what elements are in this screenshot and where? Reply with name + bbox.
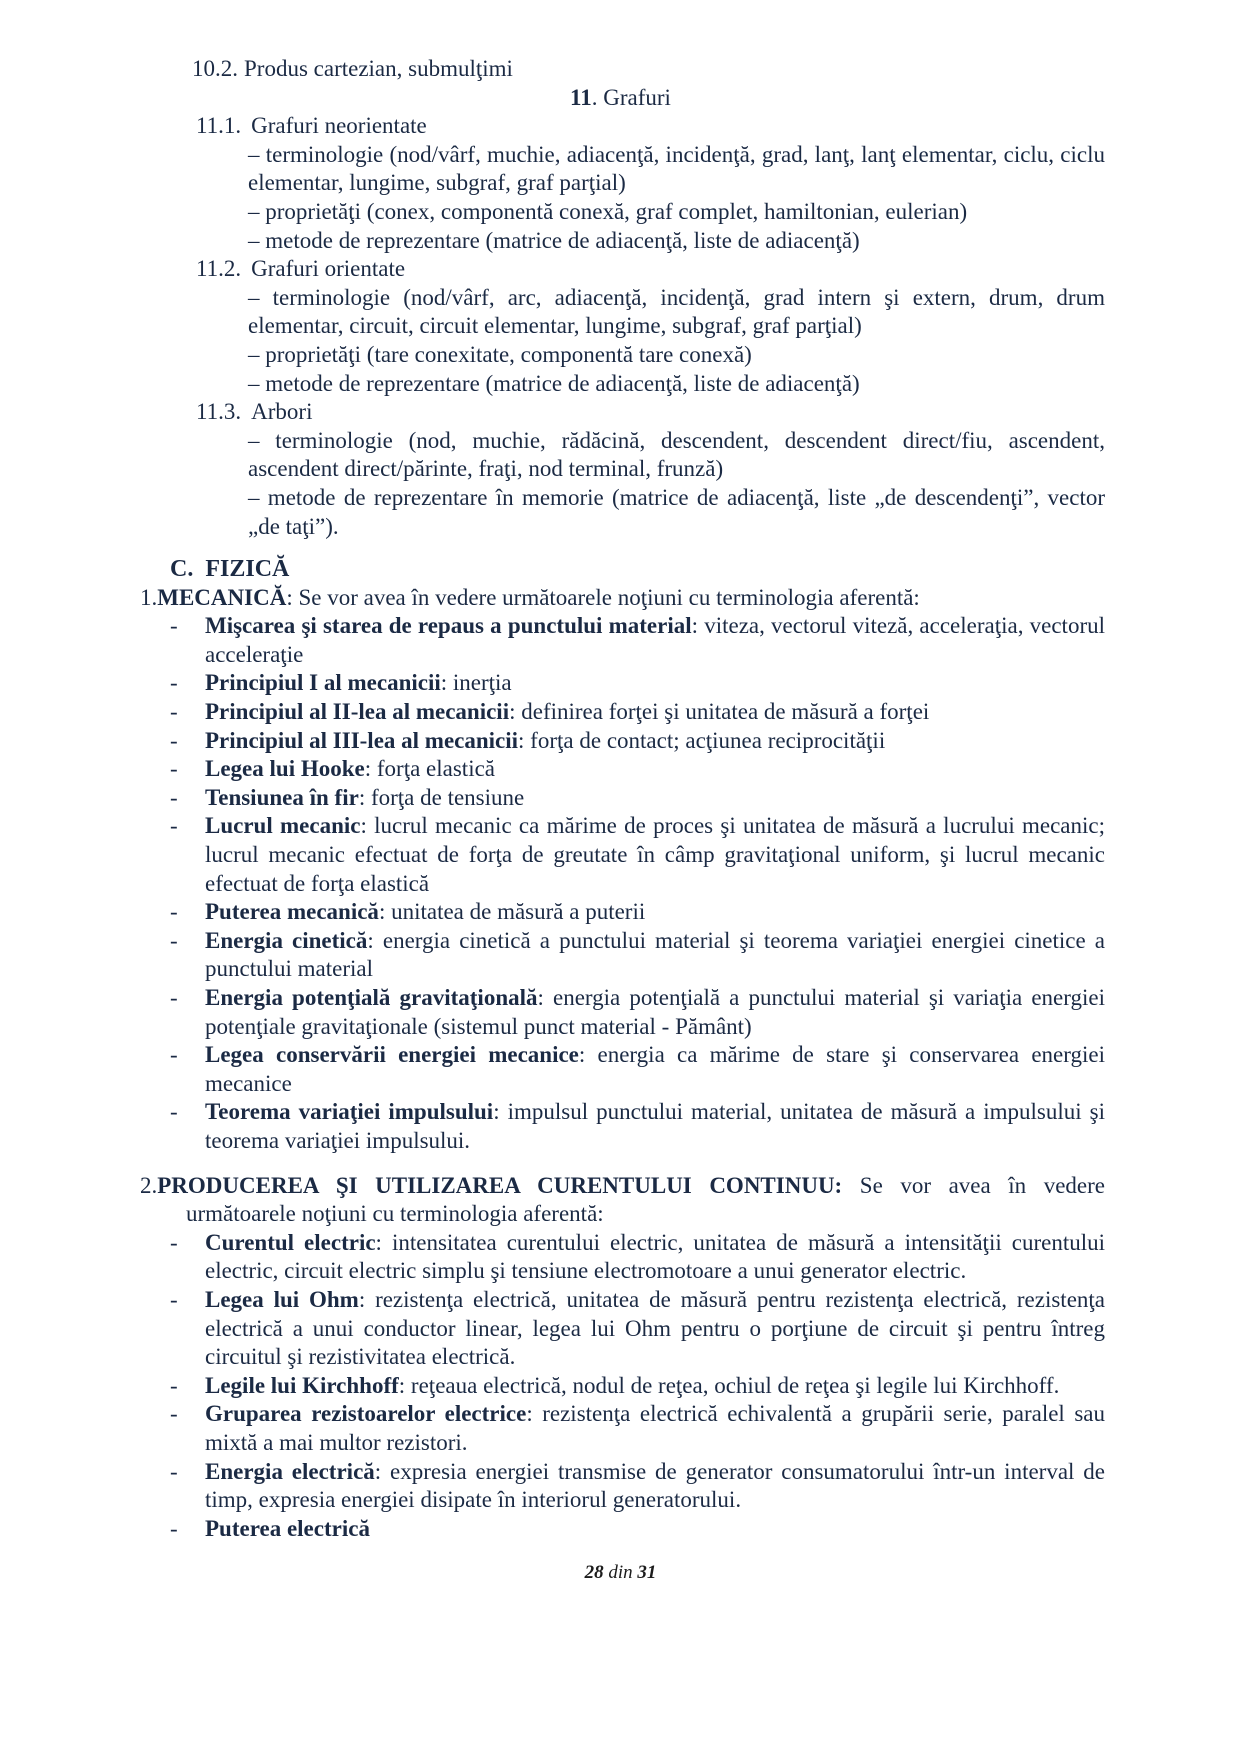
- subsection-title: [136, 255, 1105, 284]
- item-term: Puterea electrică: [205, 1515, 370, 1541]
- item-description: : unitatea de măsură a puterii: [378, 899, 646, 925]
- topic-item: [136, 784, 1105, 813]
- subsection-title: [136, 112, 1105, 141]
- topic-item: [136, 727, 1105, 756]
- bullet-item: – terminologie (nod/vârf, muchie, adiacenţă, incidenţă, grad, lanţ, lanţ elementar, ciclu, ciclu elementar, lungime, subgraf, graf parţial): [248, 141, 1105, 196]
- topic-curent-continuu: [136, 1172, 1105, 1544]
- topic-item: [136, 812, 1105, 898]
- item-description: : definirea forţei şi unitatea de măsură a forţei: [509, 699, 930, 725]
- item-dash: -: [170, 813, 178, 839]
- item-description: : expresia energiei transmise de generator consumatorului într-un interval de timp, expresia energiei disipate în interiorul generatorului.: [205, 1458, 1105, 1513]
- item-dash: -: [170, 670, 178, 696]
- item-description: : energia cinetică a punctului material şi teorema variaţiei energiei cinetice a punctului material: [205, 927, 1106, 982]
- item-description: : intensitatea curentului electric, unitatea de măsură a intensităţii curentului electric, circuit electric simplu şi tensiune electromotoare a unui generator electric.: [205, 1229, 1105, 1284]
- item-number: 10.2.: [192, 56, 238, 81]
- item-dash: -: [170, 613, 178, 639]
- subsection-11-1: [136, 112, 1105, 255]
- item-text: Produs cartezian, submulţimi: [244, 56, 513, 81]
- physics-heading-title: FIZICĂ: [205, 556, 290, 583]
- item-dash: -: [170, 1286, 178, 1312]
- item-description: : inerţia: [440, 670, 512, 696]
- topic-number: 1.: [140, 584, 158, 610]
- topic-item: [136, 1229, 1105, 1286]
- item-dash: -: [170, 699, 178, 725]
- item-dash: -: [170, 784, 178, 810]
- bullet-item: – terminologie (nod, muchie, rădăcină, descendent, descendent direct/fiu, ascendent, ascendent direct/părinte, fraţi, nod terminal, frunză): [248, 427, 1105, 482]
- item-description: : impulsul punctului material, unitatea de măsură a impulsului şi teorema variaţiei impulsului.: [205, 1099, 1106, 1153]
- item-dash: -: [170, 1042, 178, 1068]
- topic-intro: : Se vor avea în vedere următoarele noţiuni cu terminologia aferentă:: [286, 584, 920, 610]
- item-term: Principiul I al mecanicii: [205, 670, 441, 696]
- item-dash: -: [170, 1515, 178, 1541]
- topic-intro: Se vor avea în vedere următoarele noţiuni cu terminologia aferentă:: [186, 1172, 1105, 1227]
- subsection-number: 11.1.: [196, 113, 242, 139]
- item-term: Curentul electric: [205, 1229, 376, 1255]
- item-term: Puterea mecanică: [205, 899, 379, 925]
- item-term: Principiul al II-lea al mecanicii: [205, 699, 510, 725]
- item-term: Principiul al III-lea al mecanicii: [205, 727, 519, 753]
- subsection-number: 11.2.: [196, 256, 242, 282]
- heading-11-grafuri: [136, 84, 1105, 113]
- item-dash: -: [170, 927, 178, 953]
- topic-title: PRODUCEREA ŞI UTILIZAREA CURENTULUI CONTINUU:: [157, 1172, 843, 1198]
- item-dash: -: [170, 1229, 178, 1255]
- item-term: Legile lui Kirchhoff: [205, 1372, 399, 1398]
- topic-item: [136, 612, 1105, 669]
- item-dash: -: [170, 1099, 178, 1125]
- item-description: : forţa de contact; acţiunea reciprocităţii: [518, 727, 886, 753]
- bullet-item: – metode de reprezentare (matrice de adiacenţă, liste de adiacenţă): [248, 370, 860, 396]
- topic-item: [136, 1041, 1105, 1098]
- item-term: Legea lui Hooke: [205, 756, 365, 782]
- item-description: : lucrul mecanic ca mărime de proces şi unitatea de măsură a lucrului mecanic; lucrul mecanic efectuat de forţa de greutate în câmp gravitaţional uniform, şi lucrul mecanic efectuat de forţa elastică: [205, 813, 1105, 896]
- physics-heading-letter: C.: [170, 556, 194, 583]
- topic-item: [136, 1286, 1105, 1372]
- subsection-11-2: [136, 255, 1105, 398]
- page-footer: [136, 1559, 1105, 1588]
- item-dash: -: [170, 1458, 178, 1484]
- topic-item: [136, 984, 1105, 1041]
- subsection-title: [136, 398, 1105, 427]
- item-dash: -: [170, 727, 178, 753]
- item-description: : rezistenţa electrică echivalentă a grupării serie, paralel sau mixtă a mai multor rezistori.: [205, 1401, 1105, 1455]
- heading-text: . Grafuri: [591, 84, 671, 110]
- item-term: Tensiunea în fir: [205, 784, 359, 810]
- footer-separator: din: [603, 1562, 638, 1584]
- item-dash: -: [170, 1401, 178, 1427]
- section-informatics: [136, 55, 1105, 541]
- item-description: : reţeaua electrică, nodul de reţea, ochiul de reţea şi legile lui Kirchhoff.: [398, 1372, 1060, 1398]
- item-term: Energia electrică: [205, 1458, 375, 1484]
- topic-item: [136, 669, 1105, 698]
- item-dash: -: [170, 899, 178, 925]
- item-dash: -: [170, 1372, 178, 1398]
- subsection-title-text: Grafuri orientate: [251, 256, 406, 282]
- subsection-title-text: Grafuri neorientate: [251, 113, 427, 139]
- topic-item: [136, 1515, 1105, 1544]
- topic-number: 2.: [140, 1172, 158, 1198]
- topic-item: [136, 755, 1105, 784]
- topic-item: [136, 1400, 1105, 1457]
- subsection-number: 11.3.: [196, 399, 242, 425]
- item-term: Energia potenţială gravitaţională: [205, 985, 538, 1010]
- item-term: Energia cinetică: [205, 927, 368, 953]
- topic-title: MECANICĂ: [157, 584, 287, 610]
- footer-page-number: 28: [584, 1562, 604, 1584]
- heading-number: 11: [570, 84, 592, 110]
- topic-heading: [136, 584, 1105, 613]
- bullet-item: – metode de reprezentare (matrice de adiacenţă, liste de adiacenţă): [248, 227, 860, 253]
- section-physics: [136, 555, 1105, 1543]
- topic-item: [136, 898, 1105, 927]
- item-term: Teorema variaţiei impulsului: [205, 1099, 494, 1125]
- bullet-item: – proprietăţi (conex, componentă conexă, graf complet, hamiltonian, eulerian): [248, 198, 968, 224]
- physics-heading: [136, 555, 1105, 584]
- topic-heading: [136, 1172, 1105, 1229]
- topic-item: [136, 698, 1105, 727]
- item-description: : energia potenţială a punctului material şi variaţia energiei potenţiale gravitaţionale (sistemul punct material - Pământ): [205, 985, 1105, 1039]
- item-description: : forţa de tensiune: [358, 784, 525, 810]
- item-term: Legea lui Ohm: [205, 1286, 359, 1312]
- bullet-item: – metode de reprezentare în memorie (matrice de adiacenţă, liste „de descendenţi”, vector „de taţi”).: [248, 484, 1105, 539]
- item-dash: -: [170, 756, 178, 782]
- item-term: Lucrul mecanic: [205, 813, 361, 839]
- bullet-item: – proprietăţi (tare conexitate, componentă tare conexă): [248, 341, 752, 367]
- topic-mecanica: [136, 584, 1105, 1156]
- item-term: Legea conservării energiei mecanice: [205, 1042, 579, 1068]
- item-dash: -: [170, 985, 178, 1010]
- item-term: Gruparea rezistoarelor electrice: [205, 1401, 527, 1427]
- subsection-title-text: Arbori: [251, 399, 313, 425]
- item-description: : forţa elastică: [364, 756, 495, 782]
- line-10-2: [136, 55, 1105, 84]
- subsection-11-3: [136, 398, 1105, 541]
- topic-item: [136, 1372, 1105, 1401]
- bullet-item: – terminologie (nod/vârf, arc, adiacenţă, incidenţă, grad intern şi extern, drum, drum elementar, circuit, circuit elementar, lungime, subgraf, graf parţial): [248, 284, 1105, 339]
- footer-total-pages: 31: [637, 1562, 657, 1584]
- topic-item: [136, 927, 1105, 984]
- item-description: : viteza, vectorul viteză, acceleraţia, vectorul acceleraţie: [205, 613, 1105, 667]
- item-description: : energia ca mărime de stare şi conservarea energiei mecanice: [205, 1042, 1105, 1096]
- item-term: Mişcarea şi starea de repaus a punctului material: [205, 613, 692, 639]
- item-description: : rezistenţa electrică, unitatea de măsură pentru rezistenţa electrică, rezistenţa electrică a unui conductor linear, legea lui Ohm pentru o porţiune de circuit şi pentru întreg circuitul şi rezistivitatea electrică.: [205, 1286, 1106, 1370]
- topic-item: [136, 1458, 1105, 1515]
- topic-item: [136, 1098, 1105, 1155]
